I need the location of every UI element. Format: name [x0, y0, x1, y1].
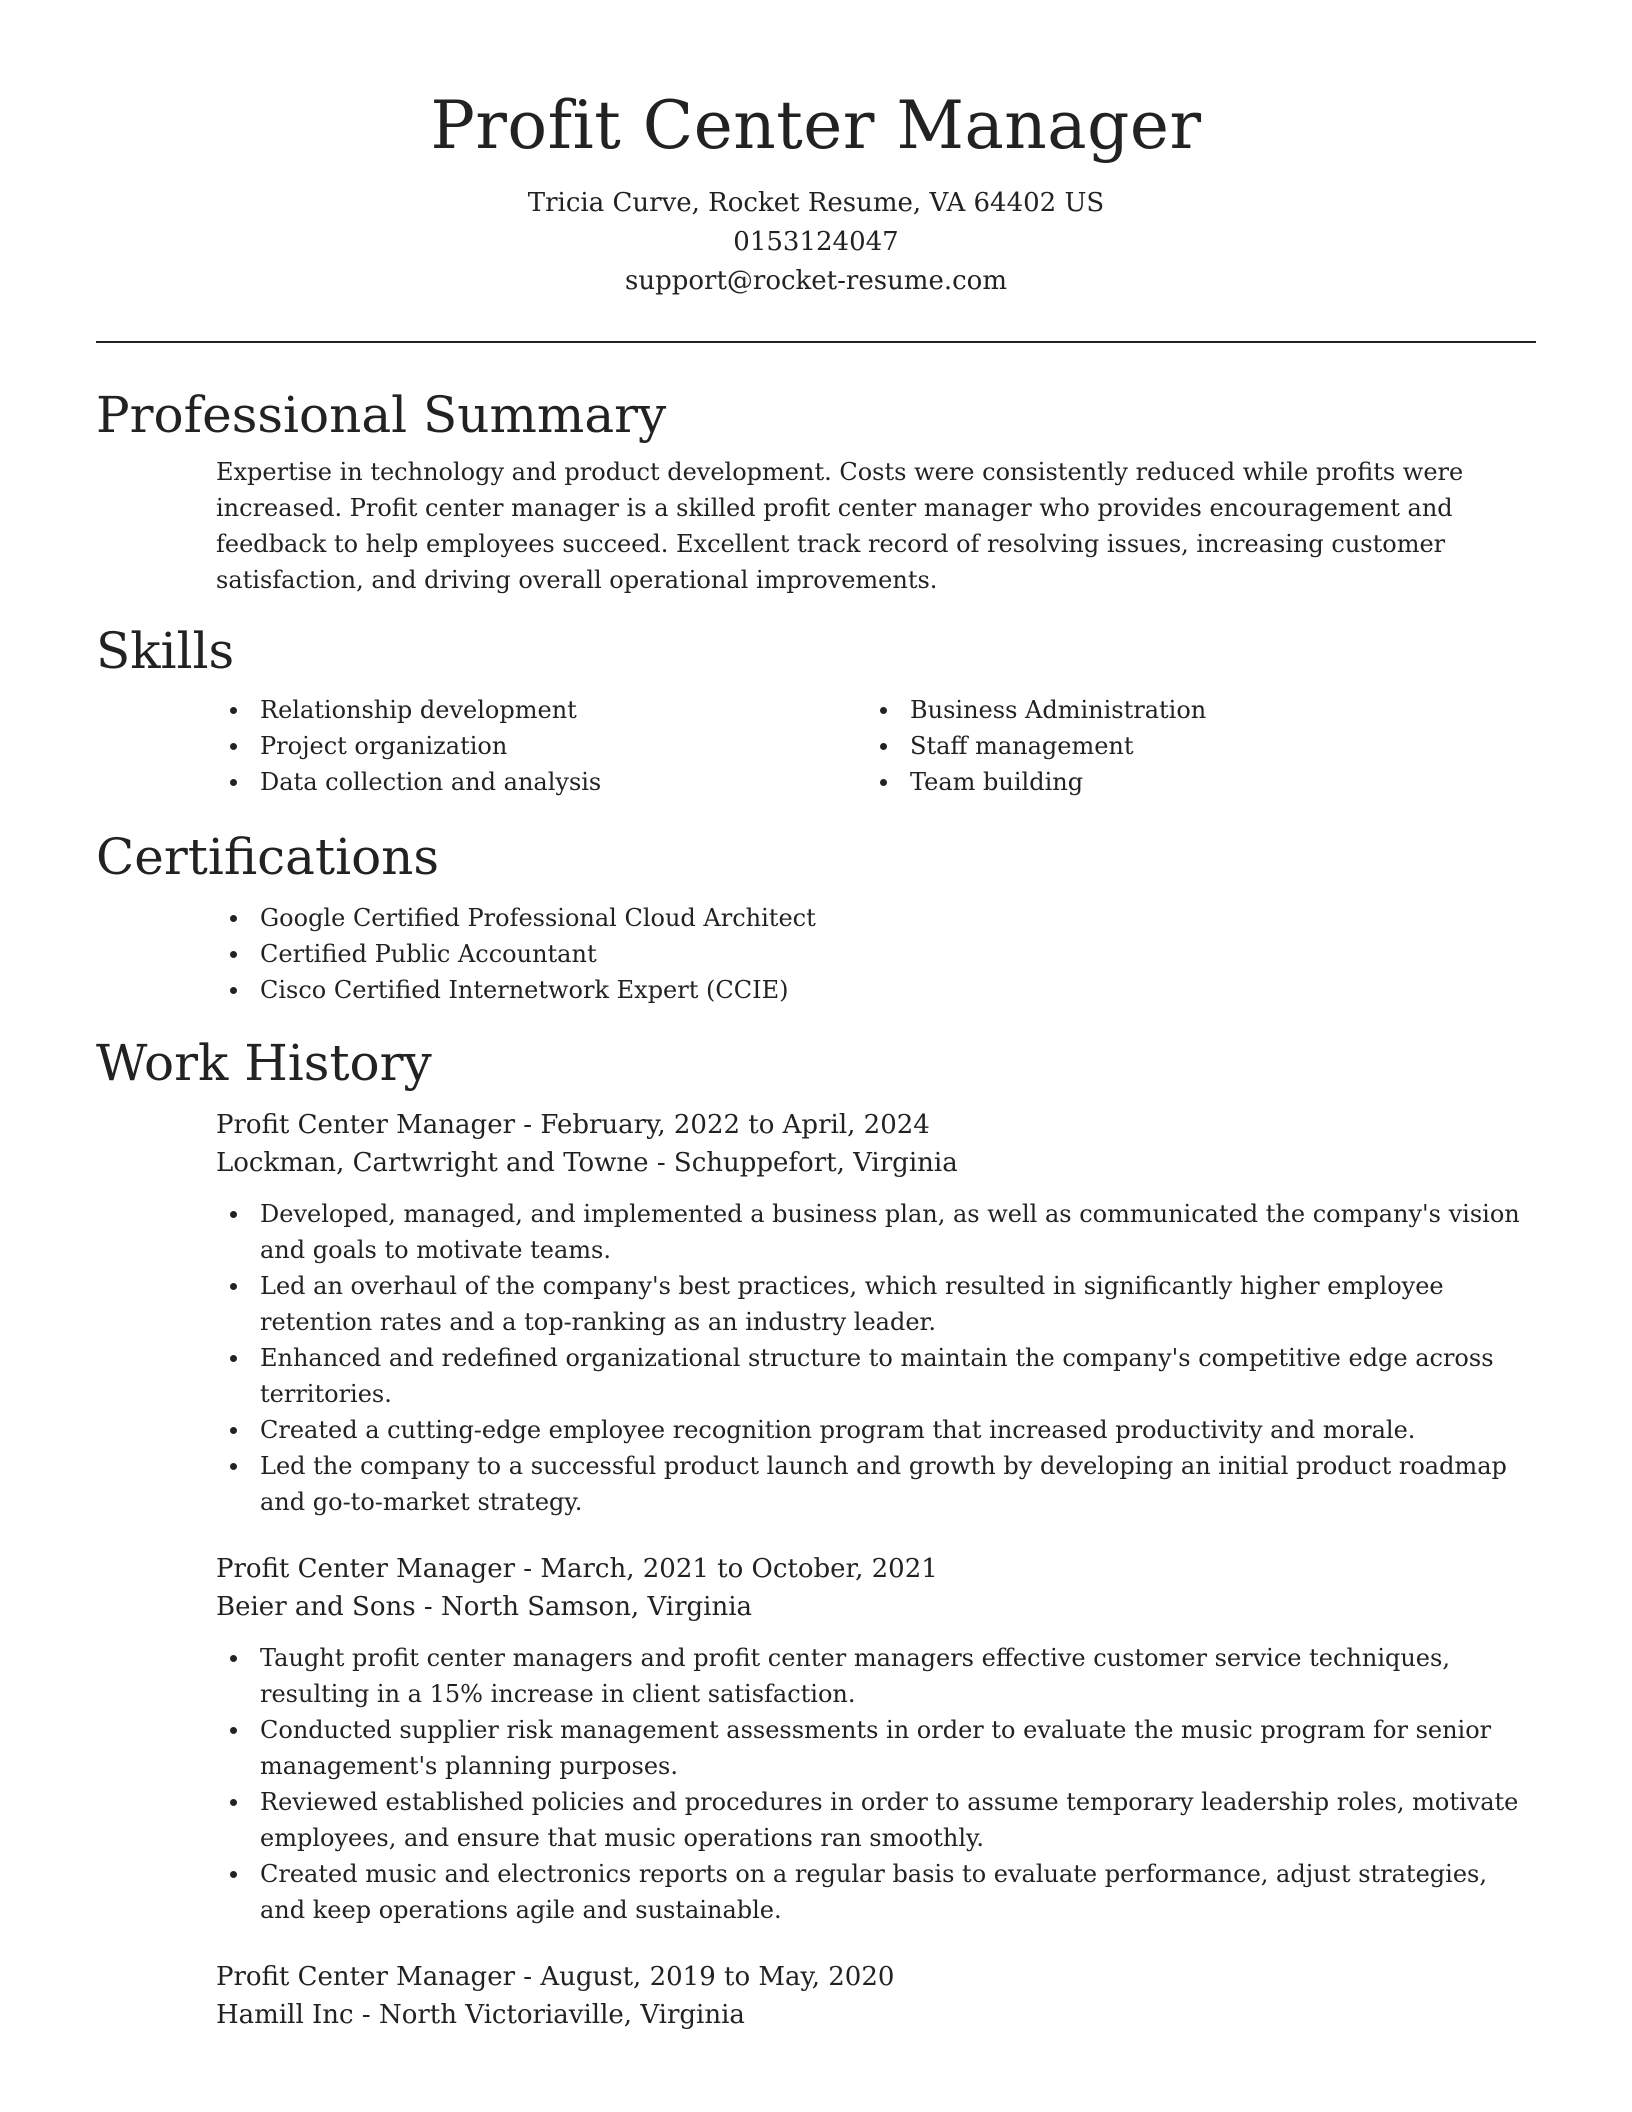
separator: - [648, 1148, 674, 1178]
certifications-section [96, 822, 1536, 1008]
certifications-list [216, 900, 1536, 1008]
skills-list-left [216, 692, 866, 800]
skill-item: Business Administration [866, 692, 1516, 728]
separator: - [515, 1554, 541, 1584]
skills-heading: Skills [96, 622, 235, 680]
job-company: Hamill Inc [216, 2000, 354, 2030]
job-title-line [216, 1958, 1536, 1996]
separator: - [515, 1110, 541, 1140]
job-bullet: Conducted supplier risk management assessments in order to evaluate the music program for senior management's planning purposes. [216, 1712, 1536, 1784]
certification-item: Certified Public Accountant [216, 936, 1536, 972]
job-title-line [216, 1106, 1536, 1144]
job-title: Profit Center Manager [216, 1110, 516, 1140]
work-history-heading: Work History [96, 1034, 432, 1092]
job-bullet: Led the company to a successful product launch and growth by developing an initial product roadmap and go-to-market strategy. [216, 1448, 1536, 1520]
skill-item: Data collection and analysis [216, 764, 866, 800]
job-company-line [216, 1588, 1536, 1626]
job-entry [216, 1550, 1536, 1928]
certification-item: Cisco Certified Internetwork Expert (CCIE) [216, 972, 1536, 1008]
skills-columns [216, 692, 1536, 800]
job-bullet: Developed, managed, and implemented a business plan, as well as communicated the company's vision and goals to motivate teams. [216, 1196, 1536, 1268]
summary-section [96, 380, 1536, 598]
job-entry [216, 1958, 1536, 2034]
resume-content [96, 380, 1536, 2034]
separator: - [415, 1592, 441, 1622]
job-entry [216, 1106, 1536, 1520]
job-bullet: Created music and electronics reports on a regular basis to evaluate performance, adjust strategies, and keep operations agile and sustainable. [216, 1856, 1536, 1928]
job-company: Beier and Sons [216, 1592, 416, 1622]
skills-list-right [866, 692, 1516, 800]
job-dates: August, 2019 to May, 2020 [540, 1962, 895, 1992]
summary-heading: Professional Summary [96, 386, 667, 444]
resume-header [0, 0, 1632, 301]
job-dates: February, 2022 to April, 2024 [540, 1110, 930, 1140]
job-bullet: Enhanced and redefined organizational structure to maintain the company's competitive edge across territories. [216, 1340, 1536, 1412]
job-dates: March, 2021 to October, 2021 [540, 1554, 938, 1584]
header-divider [96, 341, 1536, 343]
page-title: Profit Center Manager [430, 87, 1202, 164]
job-company-line [216, 1144, 1536, 1182]
job-title: Profit Center Manager [216, 1962, 516, 1992]
job-bullets [96, 1640, 1536, 1928]
job-location: Schuppefort, Virginia [673, 1148, 958, 1178]
skill-item: Project organization [216, 728, 866, 764]
job-bullet: Led an overhaul of the company's best practices, which resulted in significantly higher employee retention rates and a top-ranking as an industry leader. [216, 1268, 1536, 1340]
job-bullet: Taught profit center managers and profit center managers effective customer service techniques, resulting in a 15% increase in client satisfaction. [216, 1640, 1536, 1712]
job-title: Profit Center Manager [216, 1554, 516, 1584]
skill-item: Team building [866, 764, 1516, 800]
contact-phone: 0153124047 [733, 227, 899, 257]
job-bullet: Reviewed established policies and procedures in order to assume temporary leadership roles, motivate employees, and ensure that music operations ran smoothly. [216, 1784, 1536, 1856]
job-company-line [216, 1996, 1536, 2034]
job-title-line [216, 1550, 1536, 1588]
certification-item: Google Certified Professional Cloud Architect [216, 900, 1536, 936]
job-bullet: Created a cutting-edge employee recognition program that increased productivity and morale. [216, 1412, 1536, 1448]
job-bullets [96, 1196, 1536, 1520]
separator: - [353, 2000, 379, 2030]
job-location: North Victoriaville, Virginia [378, 2000, 745, 2030]
contact-email: support@rocket-resume.com [624, 266, 1007, 296]
contact-address: Tricia Curve, Rocket Resume, VA 64402 US [527, 188, 1105, 218]
skill-item: Staff management [866, 728, 1516, 764]
separator: - [515, 1962, 541, 1992]
work-history-section [96, 1028, 1536, 2034]
certifications-heading: Certifications [96, 828, 440, 886]
job-company: Lockman, Cartwright and Towne [216, 1148, 649, 1178]
skills-section [96, 616, 1536, 800]
skill-item: Relationship development [216, 692, 866, 728]
summary-text: Expertise in technology and product development. Costs were consistently reduced while profits were increased. Profit center manager is a skilled profit center manager who provides encouragement and feedback to help employees succeed. Excellent track record of resolving issues, increasing customer satisfaction, and driving overall operational improvements. [216, 458, 1464, 594]
contact-block [0, 184, 1632, 301]
job-location: North Samson, Virginia [440, 1592, 753, 1622]
